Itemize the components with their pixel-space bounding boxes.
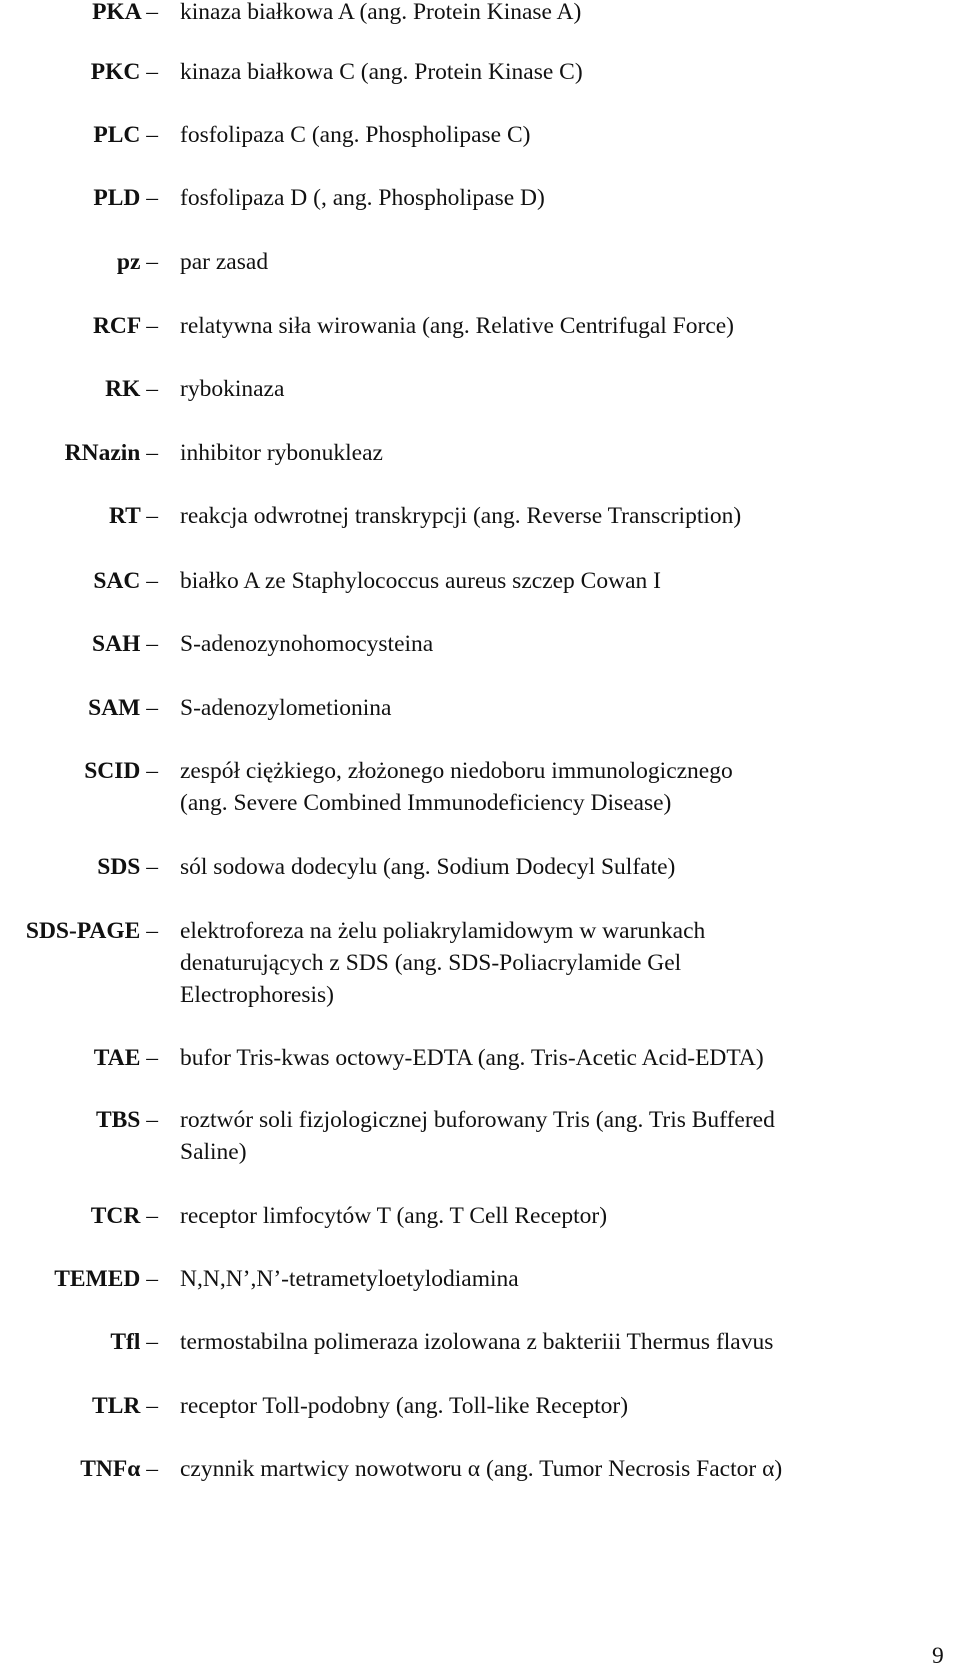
abbreviation: TLR –	[92, 1393, 158, 1419]
definition: receptor limfocytów T (ang. T Cell Receptor)	[180, 1203, 608, 1229]
definition: receptor Toll-podobny (ang. Toll-like Receptor)	[180, 1393, 629, 1419]
abbreviation: RT –	[108, 503, 158, 529]
definition: zespół ciężkiego, złożonego niedoboru immunologicznego (ang. Severe Combined Immunodeficiency Disease)	[180, 758, 733, 816]
definition: kinaza białkowa A (ang. Protein Kinase A)	[180, 0, 582, 25]
definition: par zasad	[180, 249, 269, 275]
definition: N,N,N’,N’-tetrametyloetylodiamina	[180, 1266, 519, 1292]
abbreviation: RCF –	[92, 313, 158, 339]
definition: S-adenozynohomocysteina	[180, 631, 434, 657]
definition: inhibitor rybonukleaz	[180, 440, 383, 466]
abbreviation: SDS-PAGE –	[25, 918, 158, 944]
abbreviation: SCID –	[84, 758, 158, 784]
page-number: 9	[932, 1643, 944, 1669]
definition: czynnik martwicy nowotworu α (ang. Tumor Necrosis Factor α)	[180, 1456, 783, 1482]
definition: reakcja odwrotnej transkrypcji (ang. Reverse Transcription)	[180, 503, 742, 529]
definition: termostabilna polimeraza izolowana z bakteriii Thermus flavus	[180, 1329, 774, 1355]
abbreviation: Tfl –	[110, 1329, 158, 1355]
abbreviation: PKA –	[92, 0, 158, 25]
definition: relatywna siła wirowania (ang. Relative Centrifugal Force)	[180, 313, 735, 339]
abbreviation: TNFα –	[80, 1456, 158, 1482]
definition: fosfolipaza C (ang. Phospholipase C)	[180, 122, 531, 148]
abbreviation: PLD –	[93, 185, 158, 211]
abbreviation: TBS –	[95, 1107, 158, 1133]
definition: rybokinaza	[180, 376, 285, 402]
abbreviation: RNazin –	[64, 440, 158, 466]
definition: bufor Tris-kwas octowy-EDTA (ang. Tris-Acetic Acid-EDTA)	[180, 1045, 764, 1071]
abbreviation: TCR –	[90, 1203, 158, 1229]
abbreviation: SAH –	[92, 631, 158, 657]
abbreviation: SDS –	[97, 854, 158, 880]
abbreviation: TAE –	[93, 1045, 158, 1071]
definition: roztwór soli fizjologicznej buforowany Tris (ang. Tris Buffered Saline)	[180, 1107, 775, 1165]
abbreviation: RK –	[105, 376, 158, 402]
definition: fosfolipaza D (, ang. Phospholipase D)	[180, 185, 545, 211]
abbreviation: PKC –	[90, 59, 158, 85]
definition: sól sodowa dodecylu (ang. Sodium Dodecyl Sulfate)	[180, 854, 676, 880]
definition: elektroforeza na żelu poliakrylamidowym w warunkach denaturujących z SDS (ang. SDS-Poliacrylamide Gel Electrophoresis)	[180, 918, 706, 1008]
abbreviation: TEMED –	[54, 1266, 158, 1292]
abbreviation: SAM –	[88, 695, 158, 721]
abbreviation: PLC –	[93, 122, 158, 148]
definition: kinaza białkowa C (ang. Protein Kinase C)	[180, 59, 583, 85]
abbreviation: pz –	[116, 249, 158, 275]
abbreviation: SAC –	[93, 568, 158, 594]
definition: białko A ze Staphylococcus aureus szczep Cowan I	[180, 568, 661, 594]
definition: S-adenozylometionina	[180, 695, 392, 721]
